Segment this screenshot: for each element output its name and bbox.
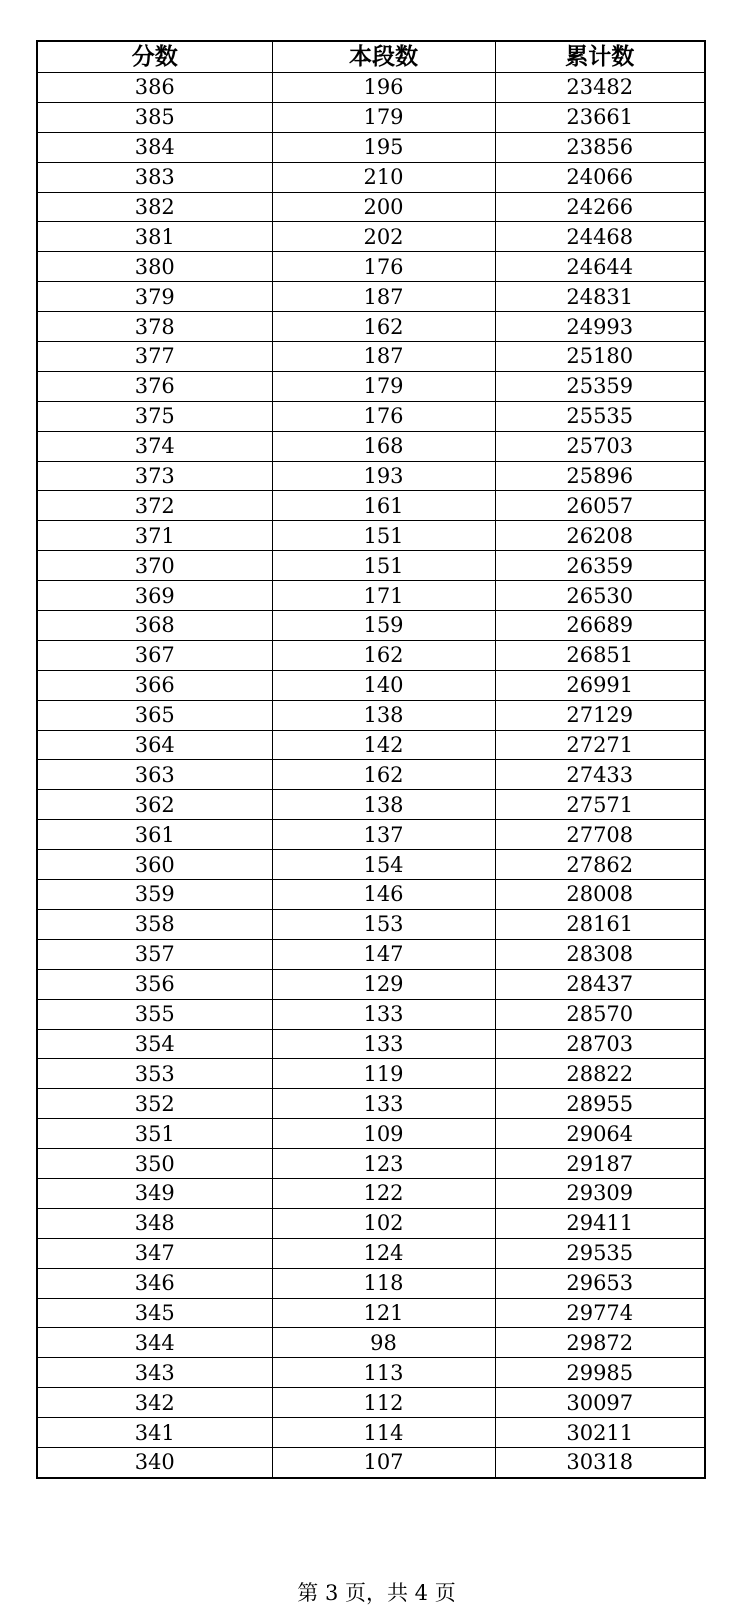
table-row bbox=[37, 1149, 705, 1179]
cell-segment-count: 179 bbox=[272, 102, 495, 132]
score-distribution-table bbox=[36, 40, 706, 1479]
cell-cumulative-count: 25703 bbox=[495, 431, 705, 461]
cell-score: 362 bbox=[37, 790, 272, 820]
cell-segment-count: 147 bbox=[272, 939, 495, 969]
cell-score: 380 bbox=[37, 252, 272, 282]
cell-segment-count: 137 bbox=[272, 820, 495, 850]
table-row bbox=[37, 730, 705, 760]
cell-segment-count: 161 bbox=[272, 491, 495, 521]
cell-score: 363 bbox=[37, 760, 272, 790]
table-row bbox=[37, 1388, 705, 1418]
cell-cumulative-count: 26689 bbox=[495, 611, 705, 641]
cell-cumulative-count: 26991 bbox=[495, 670, 705, 700]
cell-cumulative-count: 26530 bbox=[495, 581, 705, 611]
cell-cumulative-count: 24066 bbox=[495, 162, 705, 192]
cell-score: 384 bbox=[37, 132, 272, 162]
cell-cumulative-count: 29187 bbox=[495, 1149, 705, 1179]
cell-segment-count: 146 bbox=[272, 880, 495, 910]
header-score: 分数 bbox=[37, 41, 272, 73]
cell-cumulative-count: 26851 bbox=[495, 640, 705, 670]
cell-segment-count: 119 bbox=[272, 1059, 495, 1089]
cell-score: 379 bbox=[37, 282, 272, 312]
cell-cumulative-count: 29411 bbox=[495, 1208, 705, 1238]
table-row bbox=[37, 850, 705, 880]
cell-segment-count: 193 bbox=[272, 461, 495, 491]
cell-cumulative-count: 24266 bbox=[495, 192, 705, 222]
cell-score: 343 bbox=[37, 1358, 272, 1388]
cell-segment-count: 123 bbox=[272, 1149, 495, 1179]
cell-score: 376 bbox=[37, 371, 272, 401]
cell-cumulative-count: 26208 bbox=[495, 521, 705, 551]
cell-score: 368 bbox=[37, 611, 272, 641]
table-row bbox=[37, 670, 705, 700]
cell-score: 348 bbox=[37, 1208, 272, 1238]
cell-cumulative-count: 29985 bbox=[495, 1358, 705, 1388]
table-row bbox=[37, 1238, 705, 1268]
table-row bbox=[37, 969, 705, 999]
table-row bbox=[37, 909, 705, 939]
cell-score: 381 bbox=[37, 222, 272, 252]
cell-score: 357 bbox=[37, 939, 272, 969]
cell-segment-count: 154 bbox=[272, 850, 495, 880]
cell-segment-count: 133 bbox=[272, 999, 495, 1029]
cell-segment-count: 196 bbox=[272, 73, 495, 103]
cell-cumulative-count: 27129 bbox=[495, 700, 705, 730]
cell-score: 346 bbox=[37, 1268, 272, 1298]
cell-cumulative-count: 29535 bbox=[495, 1238, 705, 1268]
cell-cumulative-count: 28008 bbox=[495, 880, 705, 910]
cell-cumulative-count: 30211 bbox=[495, 1418, 705, 1448]
cell-cumulative-count: 25896 bbox=[495, 461, 705, 491]
table-row bbox=[37, 700, 705, 730]
table-row bbox=[37, 222, 705, 252]
cell-score: 361 bbox=[37, 820, 272, 850]
table-row bbox=[37, 282, 705, 312]
cell-segment-count: 133 bbox=[272, 1029, 495, 1059]
cell-cumulative-count: 23856 bbox=[495, 132, 705, 162]
cell-segment-count: 122 bbox=[272, 1178, 495, 1208]
table-row bbox=[37, 790, 705, 820]
cell-score: 349 bbox=[37, 1178, 272, 1208]
cell-segment-count: 162 bbox=[272, 760, 495, 790]
table-row bbox=[37, 611, 705, 641]
cell-score: 365 bbox=[37, 700, 272, 730]
table-row bbox=[37, 1089, 705, 1119]
cell-score: 341 bbox=[37, 1418, 272, 1448]
cell-score: 340 bbox=[37, 1447, 272, 1477]
cell-score: 385 bbox=[37, 102, 272, 132]
cell-cumulative-count: 24468 bbox=[495, 222, 705, 252]
cell-cumulative-count: 27271 bbox=[495, 730, 705, 760]
cell-score: 371 bbox=[37, 521, 272, 551]
table-row bbox=[37, 1447, 705, 1477]
cell-segment-count: 168 bbox=[272, 431, 495, 461]
table-row bbox=[37, 401, 705, 431]
table-row bbox=[37, 73, 705, 103]
cell-segment-count: 159 bbox=[272, 611, 495, 641]
table-row bbox=[37, 192, 705, 222]
cell-score: 364 bbox=[37, 730, 272, 760]
cell-cumulative-count: 27708 bbox=[495, 820, 705, 850]
table-row bbox=[37, 999, 705, 1029]
cell-cumulative-count: 24993 bbox=[495, 312, 705, 342]
table-row bbox=[37, 820, 705, 850]
cell-score: 342 bbox=[37, 1388, 272, 1418]
header-cumulative-count: 累计数 bbox=[495, 41, 705, 73]
table-row bbox=[37, 132, 705, 162]
cell-segment-count: 151 bbox=[272, 521, 495, 551]
cell-score: 383 bbox=[37, 162, 272, 192]
table-row bbox=[37, 1178, 705, 1208]
cell-cumulative-count: 23661 bbox=[495, 102, 705, 132]
cell-score: 356 bbox=[37, 969, 272, 999]
table-row bbox=[37, 1358, 705, 1388]
cell-segment-count: 107 bbox=[272, 1447, 495, 1477]
cell-segment-count: 118 bbox=[272, 1268, 495, 1298]
cell-cumulative-count: 25359 bbox=[495, 371, 705, 401]
cell-score: 366 bbox=[37, 670, 272, 700]
cell-cumulative-count: 30318 bbox=[495, 1447, 705, 1477]
table-row bbox=[37, 1328, 705, 1358]
cell-cumulative-count: 28822 bbox=[495, 1059, 705, 1089]
cell-segment-count: 202 bbox=[272, 222, 495, 252]
cell-score: 369 bbox=[37, 581, 272, 611]
cell-cumulative-count: 28955 bbox=[495, 1089, 705, 1119]
table-row bbox=[37, 880, 705, 910]
cell-segment-count: 124 bbox=[272, 1238, 495, 1268]
table-row bbox=[37, 521, 705, 551]
table-row bbox=[37, 551, 705, 581]
cell-score: 350 bbox=[37, 1149, 272, 1179]
cell-score: 360 bbox=[37, 850, 272, 880]
cell-cumulative-count: 24644 bbox=[495, 252, 705, 282]
cell-score: 352 bbox=[37, 1089, 272, 1119]
cell-cumulative-count: 28437 bbox=[495, 969, 705, 999]
cell-segment-count: 138 bbox=[272, 700, 495, 730]
cell-cumulative-count: 29309 bbox=[495, 1178, 705, 1208]
cell-score: 345 bbox=[37, 1298, 272, 1328]
table-body bbox=[37, 73, 705, 1478]
cell-segment-count: 133 bbox=[272, 1089, 495, 1119]
cell-cumulative-count: 30097 bbox=[495, 1388, 705, 1418]
cell-segment-count: 187 bbox=[272, 342, 495, 372]
table-row bbox=[37, 1059, 705, 1089]
cell-segment-count: 162 bbox=[272, 640, 495, 670]
cell-score: 358 bbox=[37, 909, 272, 939]
cell-segment-count: 210 bbox=[272, 162, 495, 192]
table-row bbox=[37, 1268, 705, 1298]
cell-segment-count: 162 bbox=[272, 312, 495, 342]
cell-cumulative-count: 23482 bbox=[495, 73, 705, 103]
table-row bbox=[37, 581, 705, 611]
cell-segment-count: 109 bbox=[272, 1119, 495, 1149]
cell-segment-count: 195 bbox=[272, 132, 495, 162]
cell-score: 347 bbox=[37, 1238, 272, 1268]
cell-cumulative-count: 25180 bbox=[495, 342, 705, 372]
cell-segment-count: 171 bbox=[272, 581, 495, 611]
cell-cumulative-count: 27571 bbox=[495, 790, 705, 820]
cell-cumulative-count: 28570 bbox=[495, 999, 705, 1029]
cell-segment-count: 121 bbox=[272, 1298, 495, 1328]
table-row bbox=[37, 102, 705, 132]
table-row bbox=[37, 640, 705, 670]
cell-score: 354 bbox=[37, 1029, 272, 1059]
cell-cumulative-count: 26359 bbox=[495, 551, 705, 581]
table-header-row bbox=[37, 41, 705, 73]
cell-score: 367 bbox=[37, 640, 272, 670]
cell-cumulative-count: 29774 bbox=[495, 1298, 705, 1328]
cell-segment-count: 102 bbox=[272, 1208, 495, 1238]
cell-score: 372 bbox=[37, 491, 272, 521]
cell-segment-count: 129 bbox=[272, 969, 495, 999]
cell-score: 377 bbox=[37, 342, 272, 372]
cell-segment-count: 138 bbox=[272, 790, 495, 820]
table-row bbox=[37, 312, 705, 342]
cell-segment-count: 98 bbox=[272, 1328, 495, 1358]
cell-cumulative-count: 28703 bbox=[495, 1029, 705, 1059]
table-row bbox=[37, 461, 705, 491]
table-row bbox=[37, 1119, 705, 1149]
cell-cumulative-count: 29872 bbox=[495, 1328, 705, 1358]
cell-score: 351 bbox=[37, 1119, 272, 1149]
cell-score: 374 bbox=[37, 431, 272, 461]
cell-score: 373 bbox=[37, 461, 272, 491]
cell-segment-count: 176 bbox=[272, 252, 495, 282]
cell-cumulative-count: 27433 bbox=[495, 760, 705, 790]
cell-segment-count: 187 bbox=[272, 282, 495, 312]
table-row bbox=[37, 760, 705, 790]
cell-cumulative-count: 28161 bbox=[495, 909, 705, 939]
cell-segment-count: 153 bbox=[272, 909, 495, 939]
cell-cumulative-count: 28308 bbox=[495, 939, 705, 969]
table-row bbox=[37, 939, 705, 969]
cell-score: 378 bbox=[37, 312, 272, 342]
table-row bbox=[37, 1418, 705, 1448]
cell-cumulative-count: 27862 bbox=[495, 850, 705, 880]
cell-cumulative-count: 29064 bbox=[495, 1119, 705, 1149]
cell-segment-count: 112 bbox=[272, 1388, 495, 1418]
table-row bbox=[37, 491, 705, 521]
cell-score: 375 bbox=[37, 401, 272, 431]
cell-segment-count: 151 bbox=[272, 551, 495, 581]
cell-segment-count: 200 bbox=[272, 192, 495, 222]
cell-segment-count: 142 bbox=[272, 730, 495, 760]
table-row bbox=[37, 162, 705, 192]
table-row bbox=[37, 1298, 705, 1328]
cell-score: 382 bbox=[37, 192, 272, 222]
table-row bbox=[37, 342, 705, 372]
table-row bbox=[37, 252, 705, 282]
cell-segment-count: 114 bbox=[272, 1418, 495, 1448]
cell-score: 370 bbox=[37, 551, 272, 581]
table-row bbox=[37, 371, 705, 401]
cell-cumulative-count: 24831 bbox=[495, 282, 705, 312]
cell-segment-count: 176 bbox=[272, 401, 495, 431]
table-row bbox=[37, 431, 705, 461]
table-row bbox=[37, 1029, 705, 1059]
cell-score: 386 bbox=[37, 73, 272, 103]
cell-score: 355 bbox=[37, 999, 272, 1029]
cell-segment-count: 113 bbox=[272, 1358, 495, 1388]
cell-cumulative-count: 26057 bbox=[495, 491, 705, 521]
cell-score: 359 bbox=[37, 880, 272, 910]
cell-segment-count: 179 bbox=[272, 371, 495, 401]
cell-score: 353 bbox=[37, 1059, 272, 1089]
cell-score: 344 bbox=[37, 1328, 272, 1358]
cell-segment-count: 140 bbox=[272, 670, 495, 700]
page-footer: 第 3 页，共 4 页 bbox=[297, 1581, 456, 1605]
header-segment-count: 本段数 bbox=[272, 41, 495, 73]
cell-cumulative-count: 25535 bbox=[495, 401, 705, 431]
table-row bbox=[37, 1208, 705, 1238]
cell-cumulative-count: 29653 bbox=[495, 1268, 705, 1298]
